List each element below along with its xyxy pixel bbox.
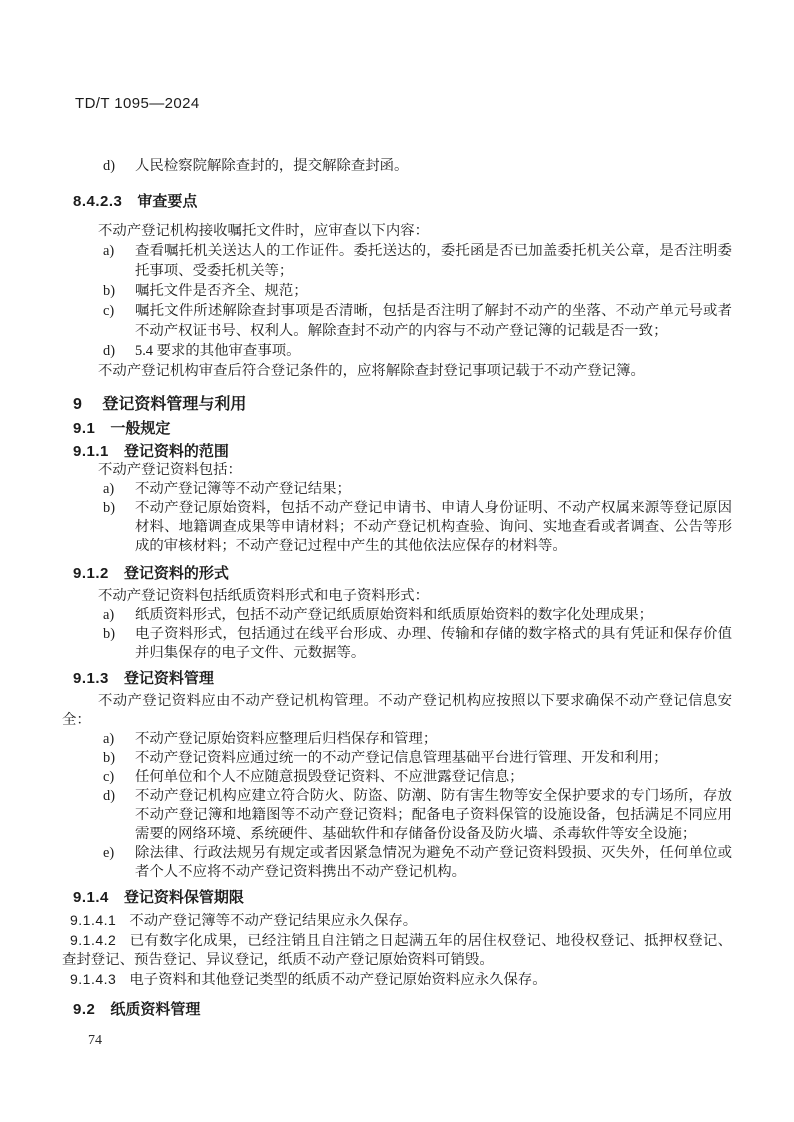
- paragraph: 不动产登记机构审查后符合登记条件的，应将解除查封登记事项记载于不动产登记簿。: [98, 363, 645, 379]
- list-item: [103, 787, 732, 844]
- clause-text: 已有数字化成果，已经注销且自注销之日起满五年的居住权登记、地役权登记、抵押权登记、查封登记、预告登记、异议登记，纸质不动产登记原始资料可销毁。: [62, 933, 732, 968]
- paragraph: 不动产登记资料包括：: [98, 462, 242, 478]
- list-item: [103, 301, 732, 341]
- section-number: 8.4.2.3: [73, 193, 123, 210]
- list-item-text: 纸质资料形式，包括不动产登记纸质原始资料和纸质原始资料的数字化处理成果；: [135, 607, 654, 623]
- page-number: 74: [88, 1033, 102, 1048]
- clause-text: 电子资料和其他登记类型的纸质不动产登记原始资料应永久保存。: [129, 972, 547, 988]
- list-item-label: e): [103, 845, 115, 861]
- list-item-label: a): [103, 243, 115, 259]
- section-number: 9.1.2: [73, 565, 109, 582]
- list-item: [103, 241, 732, 281]
- paragraph: 不动产登记机构接收嘱托文件时，应审查以下内容：: [98, 223, 429, 239]
- list-item-label: c): [103, 769, 115, 785]
- chapter-heading-9: [73, 395, 732, 415]
- chapter-title: 登记资料管理与利用: [102, 396, 247, 413]
- section-heading-9-2: [73, 1000, 732, 1019]
- list-item-text: 查看嘱托机关送达人的工作证件。委托送达的，委托函是否已加盖委托机关公章，是否注明委托事项、受委托机关等；: [135, 243, 732, 279]
- list-item: [103, 606, 732, 625]
- section-title: 登记资料保管期限: [123, 889, 244, 906]
- list-item-label: a): [103, 607, 115, 623]
- list-item: [103, 480, 732, 499]
- list-item-label: d): [103, 343, 115, 359]
- clause: [62, 970, 732, 990]
- clause-text: 不动产登记簿等不动产登记结果应永久保存。: [129, 913, 418, 929]
- chapter-number: 9: [73, 396, 83, 413]
- list-item: [103, 749, 732, 768]
- list-item: [103, 768, 732, 787]
- list-item-text: 嘱托文件所述解除查封事项是否清晰，包括是否注明了解封不动产的坐落、不动产单元号或者不动产权证书号、权利人。解除查封不动产的内容与不动产登记簿的记载是否一致；: [135, 303, 732, 339]
- clause: [62, 931, 732, 970]
- section-heading-9-1: [73, 419, 732, 438]
- list-item: [103, 730, 732, 749]
- paragraph: 不动产登记资料应由不动产登记机构管理。不动产登记机构应按照以下要求确保不动产登记信息安全：: [62, 693, 732, 728]
- list-item-text: 不动产登记机构应建立符合防火、防盗、防潮、防有害生物等安全保护要求的专门场所，存放不动产登记簿和地籍图等不动产登记资料；配备电子资料保管的设施设备，包括满足不同应用需要的网络环境、系统硬件、基础软件和存储备份设备及防火墙、杀毒软件等安全设施；: [135, 788, 732, 842]
- list-item-text: 除法律、行政法规另有规定或者因紧急情况为避免不动产登记资料毁损、灭失外，任何单位或者个人不应将不动产登记资料携出不动产登记机构。: [135, 845, 732, 880]
- section-title: 一般规定: [110, 420, 171, 437]
- list-item-label: b): [103, 283, 115, 299]
- list-item: [103, 156, 732, 176]
- list-item-text: 不动产登记资料应通过统一的不动产登记信息管理基础平台进行管理、开发和利用；: [135, 750, 668, 766]
- section-heading-8-4-2-3: [73, 192, 732, 211]
- paragraph: 不动产登记资料包括纸质资料形式和电子资料形式：: [98, 588, 429, 604]
- list-item-text: 不动产登记原始资料应整理后归档保存和管理；: [135, 731, 438, 747]
- section-title: 纸质资料管理: [110, 1001, 201, 1018]
- list-item-label: d): [103, 788, 115, 804]
- standard-number: TD/T 1095—2024: [75, 95, 200, 112]
- clause-number: 9.1.4.3: [70, 971, 117, 987]
- section-number: 9.1.4: [73, 889, 109, 906]
- list-item: [103, 625, 732, 663]
- list-item-label: d): [103, 158, 115, 174]
- list-item-label: b): [103, 500, 115, 516]
- section-title: 登记资料的形式: [123, 565, 229, 582]
- list-item-label: b): [103, 750, 115, 766]
- list-item-label: a): [103, 481, 115, 497]
- list-item: [103, 341, 732, 361]
- section-number: 9.1.3: [73, 670, 109, 687]
- list-item-text: 嘱托文件是否齐全、规范；: [135, 283, 308, 299]
- list-item: [103, 499, 732, 556]
- section-heading-9-1-2: [73, 564, 732, 583]
- list-item-label: b): [103, 626, 115, 642]
- list-item: [103, 281, 732, 301]
- list-item-label: a): [103, 731, 115, 747]
- clause: [62, 911, 732, 931]
- page-content: [62, 156, 732, 1019]
- list-item-text: 不动产登记簿等不动产登记结果；: [135, 481, 351, 497]
- section-heading-9-1-1: [73, 442, 732, 461]
- section-heading-9-1-3: [73, 669, 732, 688]
- section-number: 9.2: [73, 1001, 96, 1018]
- section-title: 审查要点: [137, 193, 198, 210]
- list-item-text: 5.4 要求的其他审查事项。: [135, 343, 301, 359]
- section-heading-9-1-4: [73, 888, 732, 907]
- section-number: 9.1.1: [73, 443, 109, 460]
- section-title: 登记资料管理: [123, 670, 214, 687]
- section-title: 登记资料的范围: [123, 443, 229, 460]
- list-item-label: c): [103, 303, 115, 319]
- list-item: [103, 844, 732, 882]
- list-item-text: 电子资料形式，包括通过在线平台形成、办理、传输和存储的数字格式的具有凭证和保存价值并归集保存的电子文件、元数据等。: [135, 626, 732, 661]
- list-item-text: 任何单位和个人不应随意损毁登记资料、不应泄露登记信息；: [135, 769, 524, 785]
- list-item-text: 不动产登记原始资料，包括不动产登记申请书、申请人身份证明、不动产权属来源等登记原因材料、地籍调查成果等申请材料；不动产登记机构查验、询问、实地查看或者调查、公告等形成的审核材料；不动产登记过程中产生的其他依法应保存的材料等。: [135, 500, 732, 554]
- section-number: 9.1: [73, 420, 96, 437]
- clause-number: 9.1.4.1: [70, 912, 117, 928]
- clause-number: 9.1.4.2: [70, 932, 117, 948]
- list-item-text: 人民检察院解除查封的，提交解除查封函。: [135, 158, 409, 174]
